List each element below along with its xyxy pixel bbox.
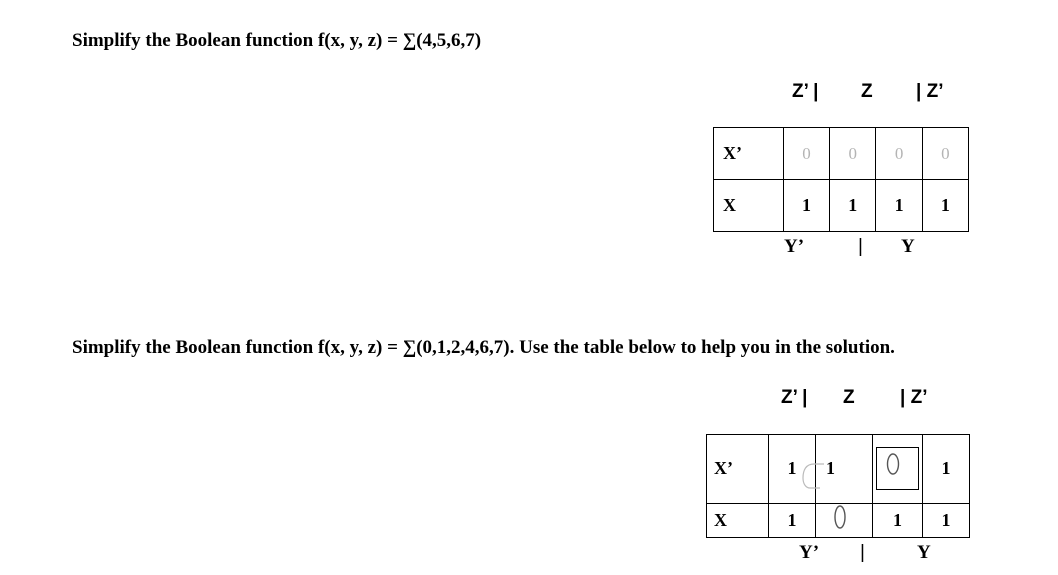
problem-2-statement: Simplify the Boolean function f(x, y, z) = ∑(0,1,2,4,6,7). Use the table below to help you in the solution. bbox=[72, 337, 895, 358]
handwritten-mark bbox=[798, 458, 828, 490]
kmap1-cell: 1 bbox=[783, 180, 829, 232]
kmap1-cell bbox=[922, 128, 968, 180]
kmap2-row-label: X’ bbox=[707, 435, 769, 504]
kmap1-bottom-label-y: Y bbox=[901, 236, 915, 257]
kmap2-cell: 1 bbox=[923, 503, 970, 537]
kmap2-bottom-label-y: Y bbox=[917, 542, 931, 563]
kmap1-row-label: X’ bbox=[714, 128, 784, 180]
kmap2-bottom-label-yprime: Y’ bbox=[799, 542, 820, 563]
kmap2-cell: 1 bbox=[769, 503, 816, 537]
kmap2-row-xprime bbox=[707, 435, 970, 504]
kmap1-row-label: X bbox=[714, 180, 784, 232]
kmap2-cell: 1 bbox=[872, 503, 922, 537]
kmap1-cell: 1 bbox=[830, 180, 876, 232]
kmap2-cell: 1 bbox=[769, 435, 816, 504]
kmap2-row-label: X bbox=[707, 503, 769, 537]
kmap1-bottom-label-divider: | bbox=[858, 236, 863, 257]
kmap2-cell-value: 1 bbox=[825, 458, 835, 479]
kmap1-top-label-z: Z bbox=[861, 81, 873, 102]
kmap2-top-label-zprime-right: | Z’ bbox=[900, 387, 928, 408]
kmap2-bottom-label-divider: | bbox=[860, 542, 865, 563]
handwritten-zero-1 bbox=[884, 450, 902, 478]
kmap1-bottom-label-yprime: Y’ bbox=[784, 236, 805, 257]
kmap2-top-label-z: Z bbox=[843, 387, 855, 408]
kmap1-top-label-zprime-left: Z’ | bbox=[792, 81, 819, 102]
handwritten-zero-2 bbox=[831, 502, 849, 532]
kmap2-top-label-zprime-left: Z’ | bbox=[781, 387, 808, 408]
kmap1-top-label-zprime-right: | Z’ bbox=[916, 81, 944, 102]
kmap1-cell bbox=[876, 128, 922, 180]
problem-1-statement: Simplify the Boolean function f(x, y, z) = ∑(4,5,6,7) bbox=[72, 30, 482, 51]
kmap-1 bbox=[713, 127, 969, 232]
kmap1-cell-value: 0 bbox=[941, 144, 950, 163]
kmap1-cell: 1 bbox=[876, 180, 922, 232]
kmap1-row-x bbox=[714, 180, 969, 232]
kmap1-cell-value: 0 bbox=[802, 144, 811, 163]
kmap1-cell bbox=[830, 128, 876, 180]
kmap1-row-xprime bbox=[714, 128, 969, 180]
kmap1-cell-value: 0 bbox=[894, 144, 904, 163]
kmap2-cell: 1 bbox=[923, 435, 970, 504]
kmap1-cell bbox=[783, 128, 829, 180]
kmap1-cell: 1 bbox=[922, 180, 968, 232]
kmap1-cell-value: 0 bbox=[848, 144, 858, 163]
